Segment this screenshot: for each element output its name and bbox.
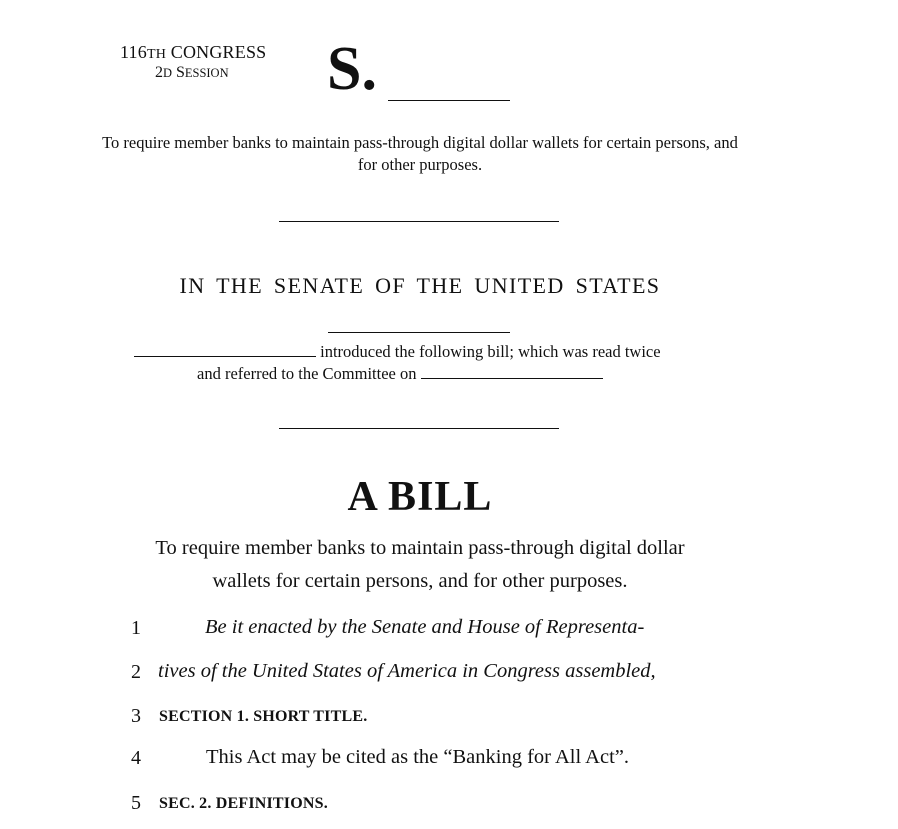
congress-ordinal: TH xyxy=(146,46,167,62)
session-label xyxy=(155,64,229,82)
congress-label xyxy=(120,42,266,64)
intro-line-1 xyxy=(134,341,661,363)
bill-prefix: S. xyxy=(327,35,377,103)
section-2-heading: SEC. 2. DEFINITIONS. xyxy=(159,795,328,812)
section-1-heading: SECTION 1. SHORT TITLE. xyxy=(159,708,368,725)
enacting-clause-line-1: Be it enacted by the Senate and House of Representa- xyxy=(205,616,645,638)
bill-title: A BILL xyxy=(347,474,493,520)
session-ordinal: D xyxy=(163,66,173,80)
bill-purpose: To require member banks to maintain pass-through digital dollar wallets for certain persons, and for other purposes. xyxy=(155,537,685,592)
line-number: 2 xyxy=(131,661,141,683)
date-blank xyxy=(328,332,510,333)
committee-blank xyxy=(421,366,603,379)
intro-text-2: and referred to the Committee on xyxy=(197,364,417,383)
congress-word: CONGRESS xyxy=(170,42,267,62)
congress-number: 116 xyxy=(120,42,147,62)
bill-number-blank xyxy=(388,100,510,101)
short-title-text: This Act may be cited as the “Banking for All Act”. xyxy=(206,746,629,768)
purpose-summary: To require member banks to maintain pass-through digital dollar wallets for certain persons, and for other purposes. xyxy=(102,133,738,174)
line-number: 1 xyxy=(131,617,141,639)
divider-rule-2 xyxy=(279,428,559,429)
sponsor-blank xyxy=(134,344,316,357)
session-rest: ESSION xyxy=(184,66,229,80)
enacting-clause-line-2: tives of the United States of America in Congress assembled, xyxy=(158,660,656,682)
intro-line-2 xyxy=(197,363,603,385)
intro-text-1: introduced the following bill; which was read twice xyxy=(320,342,661,361)
line-number: 5 xyxy=(131,792,141,814)
line-number: 4 xyxy=(131,747,141,769)
session-initial: S xyxy=(176,64,185,81)
chamber-heading: IN THE SENATE OF THE UNITED STATES xyxy=(179,273,661,298)
line-number: 3 xyxy=(131,705,141,727)
divider-rule xyxy=(279,221,559,222)
session-number: 2 xyxy=(155,64,163,81)
